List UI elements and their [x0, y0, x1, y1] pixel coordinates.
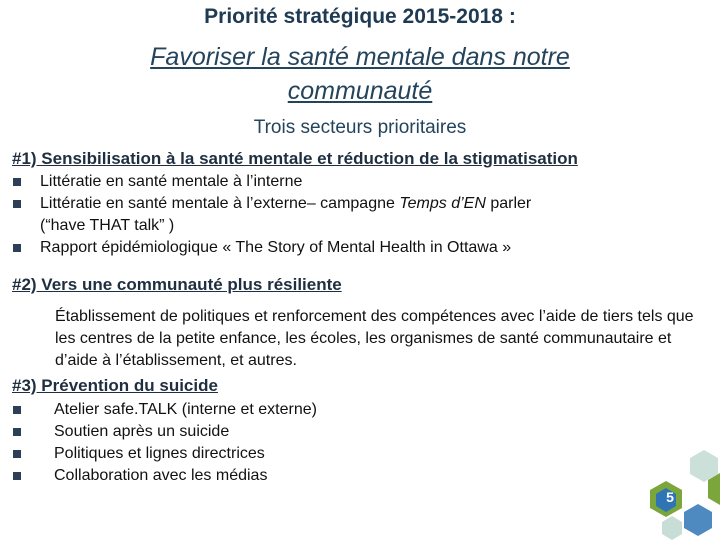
section-2-heading: #2) Vers une communauté plus résiliente	[12, 275, 342, 294]
section-2-paragraph: Établissement de politiques et renforcement des compétences avec l’aide de tiers tels que les centres de la petite enfance, les écoles, les organismes de santé communautaire et d’aide à l’établissement, et autres.	[55, 308, 694, 369]
list-item-text: Rapport épidémiologique « The Story of Mental Health in Ottawa »	[40, 239, 512, 256]
sectors-heading: Trois secteurs prioritaires	[253, 117, 467, 138]
list-item-text: Politiques et lignes directrices	[54, 445, 265, 462]
subtitle-line-2: communauté	[287, 77, 433, 105]
list-item	[12, 399, 612, 421]
subtitle-line-1: Favoriser la santé mentale dans notre	[150, 43, 570, 71]
page-number: 5	[666, 489, 674, 505]
list-item-text: parler	[485, 195, 532, 212]
list-item-text: Collaboration avec les médias	[54, 467, 268, 484]
square-bullet-icon	[13, 200, 21, 208]
list-item	[12, 465, 612, 487]
list-item	[12, 193, 712, 237]
square-bullet-icon	[13, 472, 21, 480]
square-bullet-icon	[13, 450, 21, 458]
list-item	[12, 237, 712, 259]
hexagon-light-lower-icon	[662, 516, 682, 540]
slide-title: Priorité stratégique 2015-2018 :	[204, 5, 516, 28]
list-item	[12, 443, 612, 465]
section-3-list	[12, 399, 612, 487]
list-item-text: Soutien après un suicide	[54, 423, 230, 440]
list-item-text: Atelier safe.TALK (interne et externe)	[54, 401, 317, 418]
list-item-text: Littératie en santé mentale à l’interne	[40, 173, 303, 190]
list-item-text: Littératie en santé mentale à l’externe– campagne	[40, 195, 400, 212]
list-item	[12, 421, 612, 443]
square-bullet-icon	[13, 406, 21, 414]
list-item-text-continued: (“have THAT talk” )	[40, 217, 175, 234]
square-bullet-icon	[13, 178, 21, 186]
list-item	[12, 171, 712, 193]
section-1-heading: #1) Sensibilisation à la santé mentale et réduction de la stigmatisation	[12, 149, 578, 168]
slide-subtitle	[40, 40, 680, 108]
hexagon-blue-lower-icon	[684, 504, 712, 536]
campaign-name: Temps d’EN	[399, 195, 486, 212]
section-1-list	[12, 171, 712, 259]
section-3-heading: #3) Prévention du suicide	[12, 376, 218, 395]
square-bullet-icon	[13, 244, 21, 252]
square-bullet-icon	[13, 428, 21, 436]
